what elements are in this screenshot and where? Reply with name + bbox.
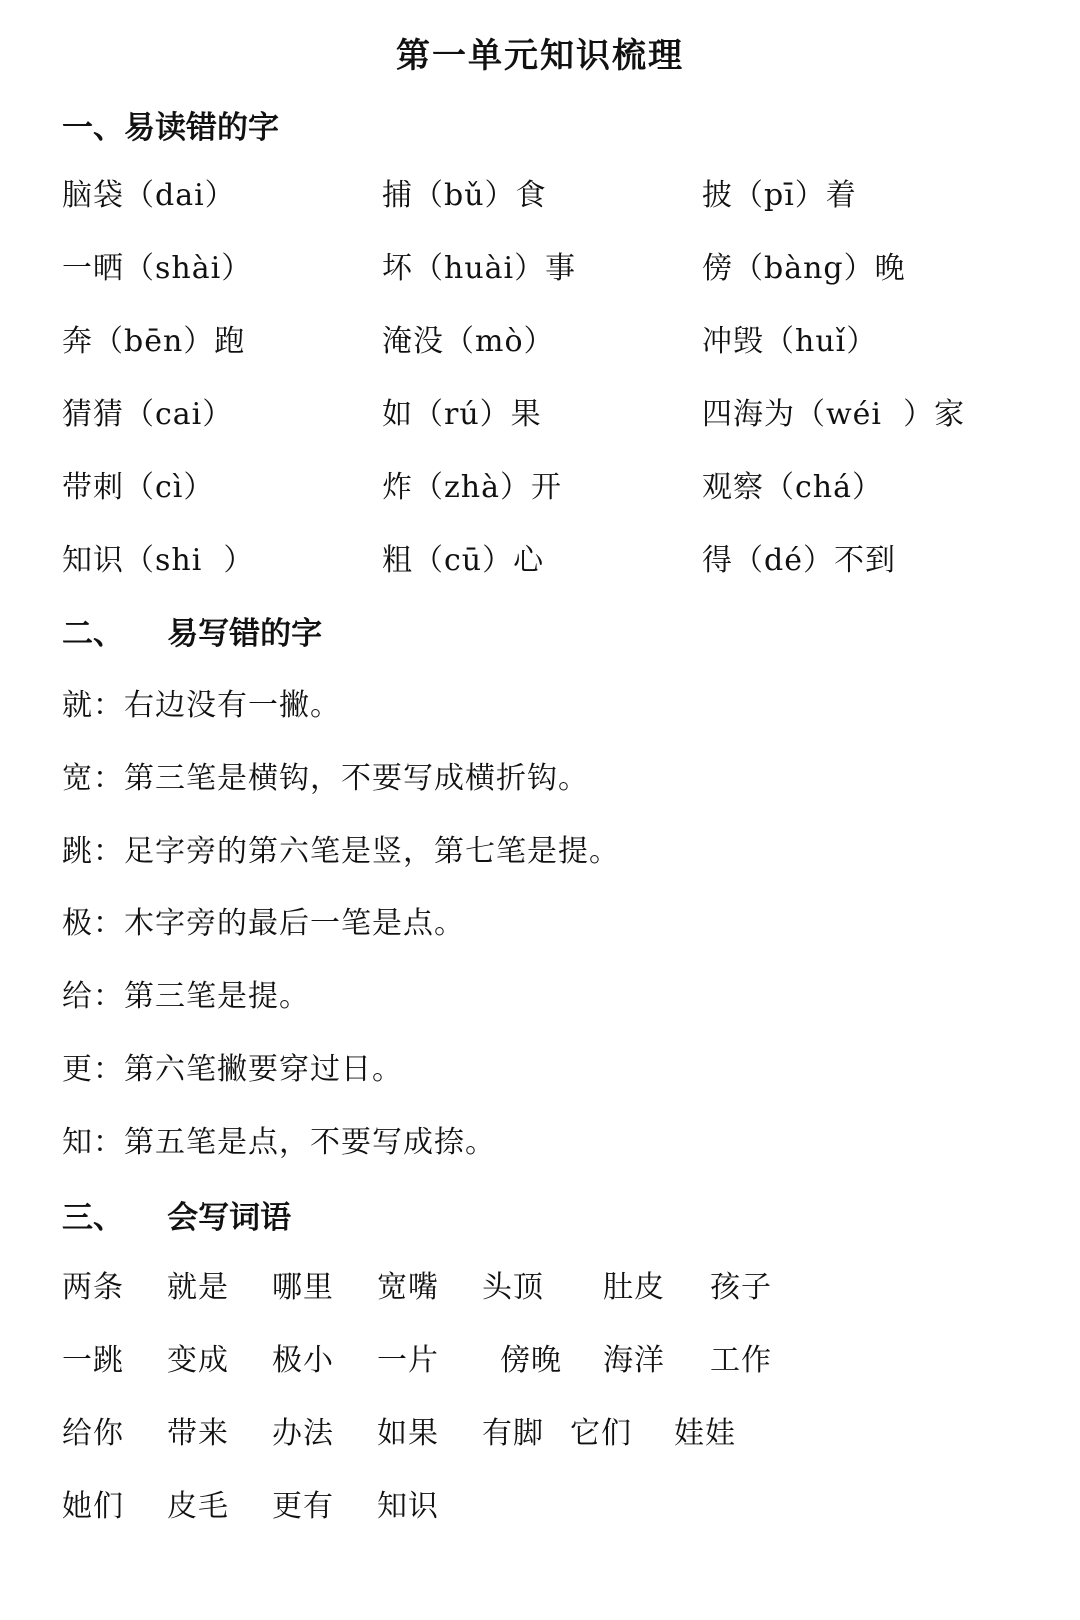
vocabulary-word: 一跳	[62, 1343, 124, 1378]
pronunciation-grid	[62, 170, 1062, 608]
pronunciation-item: 四海为（wéi ）家	[702, 397, 966, 432]
vocabulary-word: 工作	[710, 1343, 772, 1378]
writing-rule: 更：第六笔撇要穿过日。	[62, 1051, 403, 1087]
vocabulary-row	[62, 1335, 1062, 1408]
pronunciation-item: 坏（huài）事	[382, 251, 577, 286]
vocabulary-word: 带来	[167, 1416, 229, 1451]
vocabulary-grid	[62, 1262, 1062, 1554]
writing-rule: 就：右边没有一撇。	[62, 688, 341, 723]
vocabulary-row	[62, 1262, 1062, 1335]
writing-rule: 知：第五笔是点，不要写成捺。	[62, 1124, 496, 1160]
pronunciation-item: 奔（bēn）跑	[62, 324, 246, 359]
vocabulary-word: 更有	[272, 1489, 334, 1524]
pronunciation-item: 如（rú）果	[382, 397, 542, 432]
vocabulary-word: 海洋	[603, 1343, 665, 1378]
pronunciation-row	[62, 170, 1062, 243]
writing-rule: 宽：第三笔是横钩，不要写成横折钩。	[62, 760, 589, 796]
pronunciation-item: 捕（bǔ）食	[382, 178, 547, 213]
vocabulary-row	[62, 1481, 1062, 1554]
section-heading-misread-characters: 一、易读错的字	[62, 110, 279, 146]
vocabulary-word: 傍晚	[500, 1343, 562, 1378]
writing-rules-list	[62, 680, 1062, 1190]
pronunciation-item: 知识（shi ）	[62, 543, 255, 578]
pronunciation-item: 炸（zhà）开	[382, 470, 563, 505]
pronunciation-item: 得（dé）不到	[702, 543, 896, 578]
writing-rule: 给：第三笔是提。	[62, 979, 310, 1015]
vocabulary-word: 孩子	[710, 1270, 772, 1305]
pronunciation-item: 脑袋（dai）	[62, 178, 236, 213]
vocabulary-word: 两条	[62, 1270, 124, 1305]
section-heading-vocabulary: 三、 会写词语	[62, 1200, 292, 1236]
section-heading-miswritten-characters: 二、 易写错的字	[62, 616, 323, 652]
vocabulary-word: 皮毛	[167, 1489, 229, 1524]
pronunciation-item: 披（pī）着	[702, 178, 857, 213]
vocabulary-word: 办法	[272, 1416, 334, 1451]
vocabulary-word: 宽嘴	[377, 1270, 439, 1305]
vocabulary-word: 它们	[570, 1416, 632, 1451]
vocabulary-word: 就是	[167, 1270, 229, 1305]
pronunciation-row	[62, 316, 1062, 389]
vocabulary-row	[62, 1408, 1062, 1481]
pronunciation-row	[62, 389, 1062, 462]
vocabulary-word: 她们	[62, 1489, 124, 1524]
pronunciation-item: 冲毁（huǐ）	[702, 324, 878, 359]
pronunciation-item: 一晒（shài）	[62, 251, 253, 286]
vocabulary-word: 如果	[377, 1416, 439, 1451]
vocabulary-word: 知识	[377, 1489, 439, 1524]
vocabulary-word: 娃娃	[674, 1416, 736, 1451]
pronunciation-item: 猜猜（cai）	[62, 397, 234, 432]
pronunciation-row	[62, 535, 1062, 608]
vocabulary-word: 有脚	[482, 1416, 544, 1451]
vocabulary-word: 肚皮	[603, 1270, 665, 1305]
pronunciation-item: 观察（chá）	[702, 470, 884, 505]
pronunciation-item: 傍（bàng）晚	[702, 251, 906, 286]
vocabulary-word: 给你	[62, 1416, 124, 1451]
writing-rule: 极：木字旁的最后一笔是点。	[62, 906, 465, 942]
vocabulary-word: 一片	[377, 1343, 439, 1378]
pronunciation-item: 淹没（mò）	[382, 324, 555, 359]
pronunciation-row	[62, 243, 1062, 316]
pronunciation-item: 粗（cū）心	[382, 543, 545, 578]
vocabulary-word: 哪里	[272, 1270, 334, 1305]
writing-rule: 跳：足字旁的第六笔是竖，第七笔是提。	[62, 833, 620, 869]
vocabulary-word: 变成	[167, 1343, 229, 1378]
page-title: 第一单元知识梳理	[396, 36, 684, 76]
pronunciation-row	[62, 462, 1062, 535]
vocabulary-word: 极小	[272, 1343, 334, 1378]
pronunciation-item: 带刺（cì）	[62, 470, 215, 505]
vocabulary-word: 头顶	[482, 1270, 544, 1305]
